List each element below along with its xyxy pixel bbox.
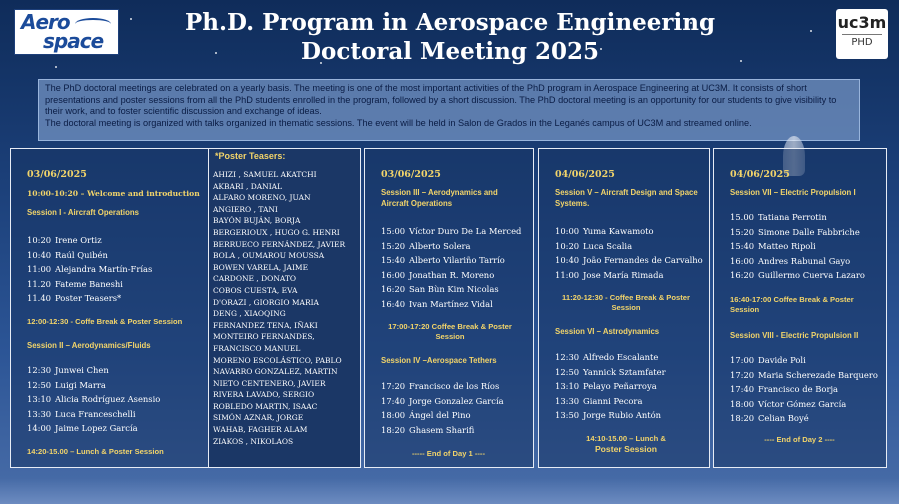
poster-author: FERNANDEZ TENA, IÑAKI [213, 320, 318, 330]
star-decoration [130, 18, 132, 20]
talk-entry: 17:20 Francisco de los Ríos [381, 381, 500, 391]
session-title: Session III – Aerodynamics and Aircraft Operations [381, 188, 498, 208]
talk-entry: 12:30 Alfredo Escalante [555, 352, 659, 362]
poster-author: NIETO CENTENERO, JAVIER [213, 378, 326, 388]
talk-entry: 15:00 Víctor Duro De La Merced [381, 226, 522, 236]
talk-entry: 15:40 Matteo Ripoli [730, 241, 816, 251]
talk-entry: 15.00 Tatiana Perrotin [730, 212, 827, 222]
intro-paragraph: The PhD doctoral meetings are celebrated on a yearly basis. The meeting is one of the most important activities of the PhD program in Aerospace Engineering at UC3M. It consists of short presentations and poster sessions from all the PhD students enrolled in the program, followed by a short discussion. The PhD doctoral meeting is an opportunity for our students to give visibility to their work, and to foster scientific discussion and exchange of ideas. [45, 83, 837, 117]
talk-entry: 12:50 Luigi Marra [27, 379, 106, 390]
coffee-break: 11:20-12:30 - Coffee Break & Poster Session [562, 293, 690, 312]
poster-author: COBOS CUESTA, EVA [213, 285, 298, 295]
poster-author: CARDONE , DONATO [213, 274, 297, 284]
poster-author: MONTEIRO FERNANDES, [213, 332, 315, 342]
lunch-break [561, 434, 691, 454]
uc3m-logo-text: uc3m [837, 13, 887, 32]
poster-teasers-title: *Poster Teasers: [215, 151, 286, 161]
talk-entry: 11:00 Alejandra Martín-Frías [27, 264, 153, 274]
talk-entry: 16:00 Andres Rabunal Gayo [730, 255, 851, 266]
uc3m-logo [836, 9, 888, 59]
talk-entry: 10:00 Yuma Kawamoto [555, 226, 654, 236]
end-of-day-label: ----- End of Day 1 ---- [412, 449, 485, 458]
talk-entry: 11.20 Fateme Baneshi [27, 278, 123, 289]
coffee-break: 16:40-17:00 Coffee Break & Poster Session [730, 295, 854, 314]
day-date: 04/06/2025 [730, 169, 790, 180]
poster-author: NAVARRO GONZALEZ, MARTIN [213, 367, 338, 377]
day2-afternoon-column [713, 148, 887, 468]
page-title-line2: Doctoral Meeting 2025 [301, 38, 599, 65]
session-title: Session VIII - Electric Propulsion II [730, 331, 859, 340]
poster-author: D'ORAZI , GIORGIO MARIA [213, 297, 319, 307]
session-title: Session IV –Aerospace Tethers [381, 356, 497, 365]
poster-author: ZIAKOS , NIKOLAOS [213, 436, 294, 446]
talk-entry: 10:20 Irene Ortiz [27, 235, 102, 245]
end-of-day-label: ---- End of Day 2 ---- [764, 435, 835, 444]
poster-author: BAYÓN BUJÁN, BORJA [213, 216, 301, 226]
page-title [150, 8, 750, 66]
coffee-break: 17:00-17:20 Coffee Break & Poster Session [388, 322, 512, 341]
poster-author: DENG , XIAOQING [213, 309, 286, 319]
talk-entry: 17:40 Francisco de Borja [730, 384, 839, 394]
intro-box [38, 79, 860, 141]
session-title: Session V – Aircraft Design and Space Systems. [555, 188, 698, 208]
session-talks [27, 365, 160, 438]
talk-entry: 18:00 Víctor Gómez García [730, 398, 847, 409]
session-talks [555, 226, 703, 284]
lunch-break-line: Poster Session [594, 444, 658, 454]
talk-entry: 13:30 Gianni Pecora [555, 395, 643, 406]
aerospace-logo-text: Aero [21, 10, 70, 34]
day-date: 03/06/2025 [381, 169, 441, 180]
session-title: Session II – Aerodynamics/Fluids [27, 341, 151, 350]
aerospace-logo [14, 9, 119, 55]
star-decoration [55, 66, 57, 68]
session-talks [381, 381, 504, 439]
page-title-line1: Ph.D. Program in Aerospace Engineering [184, 9, 716, 36]
logo-divider [842, 34, 882, 35]
talk-entry: 11.40 Poster Teasers* [27, 293, 122, 303]
poster-author: AKBARI , DANIAL [213, 181, 283, 191]
aerospace-logo-text: space [43, 29, 104, 53]
poster-author: SIMÓN AZNAR, JORGE [213, 413, 304, 423]
intro-paragraph: The doctoral meeting is organized with talks organized in thematic sessions. The event will be held in Salon de Grados in the Leganés campus of UC3M and streamed online. [45, 117, 752, 128]
talk-entry: 10:40 Raúl Quibén [27, 249, 108, 260]
talk-entry: 12:50 Yannick Sztamfater [555, 366, 666, 377]
poster-author: ANGIERO , TANI [213, 204, 278, 214]
talk-entry: 15:20 Alberto Solera [381, 240, 471, 251]
poster-author: BERRUECO FERNÁNDEZ, JAVIER [213, 239, 346, 249]
session-title: Session VII – Electric Propulsion I [730, 188, 856, 197]
day-date: 04/06/2025 [555, 169, 615, 180]
talk-entry: 13:10 Pelayo Peñarroya [555, 381, 657, 391]
poster-author: ROBLEDO MARTIN, ISAAC [213, 401, 318, 411]
talk-entry: 10:20 Luca Scalia [555, 240, 633, 251]
session-title: Session VI – Astrodynamics [555, 327, 660, 336]
lunch-break: 14:20-15.00 – Lunch & Poster Session [27, 447, 164, 456]
phd-logo-text: PHD [851, 37, 873, 48]
talk-entry: 12:30 Junwei Chen [27, 365, 109, 375]
talk-entry: 17:00 Davide Poli [730, 355, 806, 365]
session-talks [27, 235, 152, 308]
ground-decoration [0, 478, 899, 504]
day1-afternoon-column [364, 148, 534, 468]
day2-morning-column [538, 148, 710, 468]
talk-entry: 16:20 Guillermo Cuerva Lazaro [730, 270, 865, 280]
talk-entry: 15:20 Simone Dalle Fabbriche [730, 226, 860, 237]
poster-author: BERGERIOUX , HUGO G. HENRI [213, 227, 340, 237]
poster-author: FRANCISCO MANUEL [213, 343, 301, 353]
session-talks [730, 355, 878, 428]
talk-entry: 17:40 Jorge Gonzalez García [381, 395, 504, 406]
session-title: Session I - Aircraft Operations [27, 208, 139, 217]
poster-author: WAHAB, FAGHER ALAM [213, 425, 308, 435]
poster-author: RIVERA LAVADO, SERGIO [213, 390, 315, 400]
coffee-break: 12:00-12:30 - Coffe Break & Poster Session [27, 317, 183, 326]
talk-entry: 16:40 Ivan Martínez Vidal [381, 298, 493, 309]
lunch-break-line: 14:10-15.00 – Lunch & [586, 434, 666, 443]
talk-entry: 18:20 Celian Boyé [730, 413, 809, 423]
talk-entry: 18:00 Ángel del Pino [381, 410, 471, 420]
talk-entry: 10:40 João Fernandes de Carvalho [555, 255, 703, 265]
talk-entry: 17:20 Maria Scherezade Barquero [730, 369, 878, 380]
star-decoration [810, 30, 812, 32]
talk-entry: 16:00 Jonathan R. Moreno [381, 269, 495, 280]
welcome-slot: 10:00-10:20 – Welcome and introduction [27, 189, 200, 198]
session-talks [381, 226, 521, 313]
talk-entry: 18:20 Ghasem Sharifi [381, 424, 475, 435]
poster-author: MORENO ESCOLÁSTICO, PABLO [213, 355, 342, 365]
poster-author: BOLA , OUMAROU MOUSSA [213, 251, 325, 261]
session-talks [555, 352, 666, 425]
talk-entry: 15:40 Alberto Vilariño Tarrío [381, 255, 505, 265]
poster-teasers-list [213, 169, 345, 447]
talk-entry: 13:50 Jorge Rubio Antón [555, 410, 662, 420]
talk-entry: 13:10 Alicia Rodríguez Asensio [27, 394, 161, 404]
talk-entry: 16:20 San Bùn Kim Nicolas [381, 284, 499, 294]
poster-author: BOWEN VARELA, JAIME [213, 262, 309, 272]
talk-entry: 11:00 Jose María Rimada [555, 269, 664, 280]
session-talks [730, 212, 865, 285]
day-date: 03/06/2025 [27, 169, 87, 180]
poster-author: AHIZI , SAMUEL AKATCHI [213, 170, 317, 179]
talk-entry: 13:30 Luca Franceschelli [27, 408, 136, 419]
poster-author: ALFARO MORENO, JUAN [213, 193, 311, 203]
talk-entry: 14:00 Jaime Lopez García [27, 423, 138, 433]
poster-teasers-column [208, 148, 361, 468]
